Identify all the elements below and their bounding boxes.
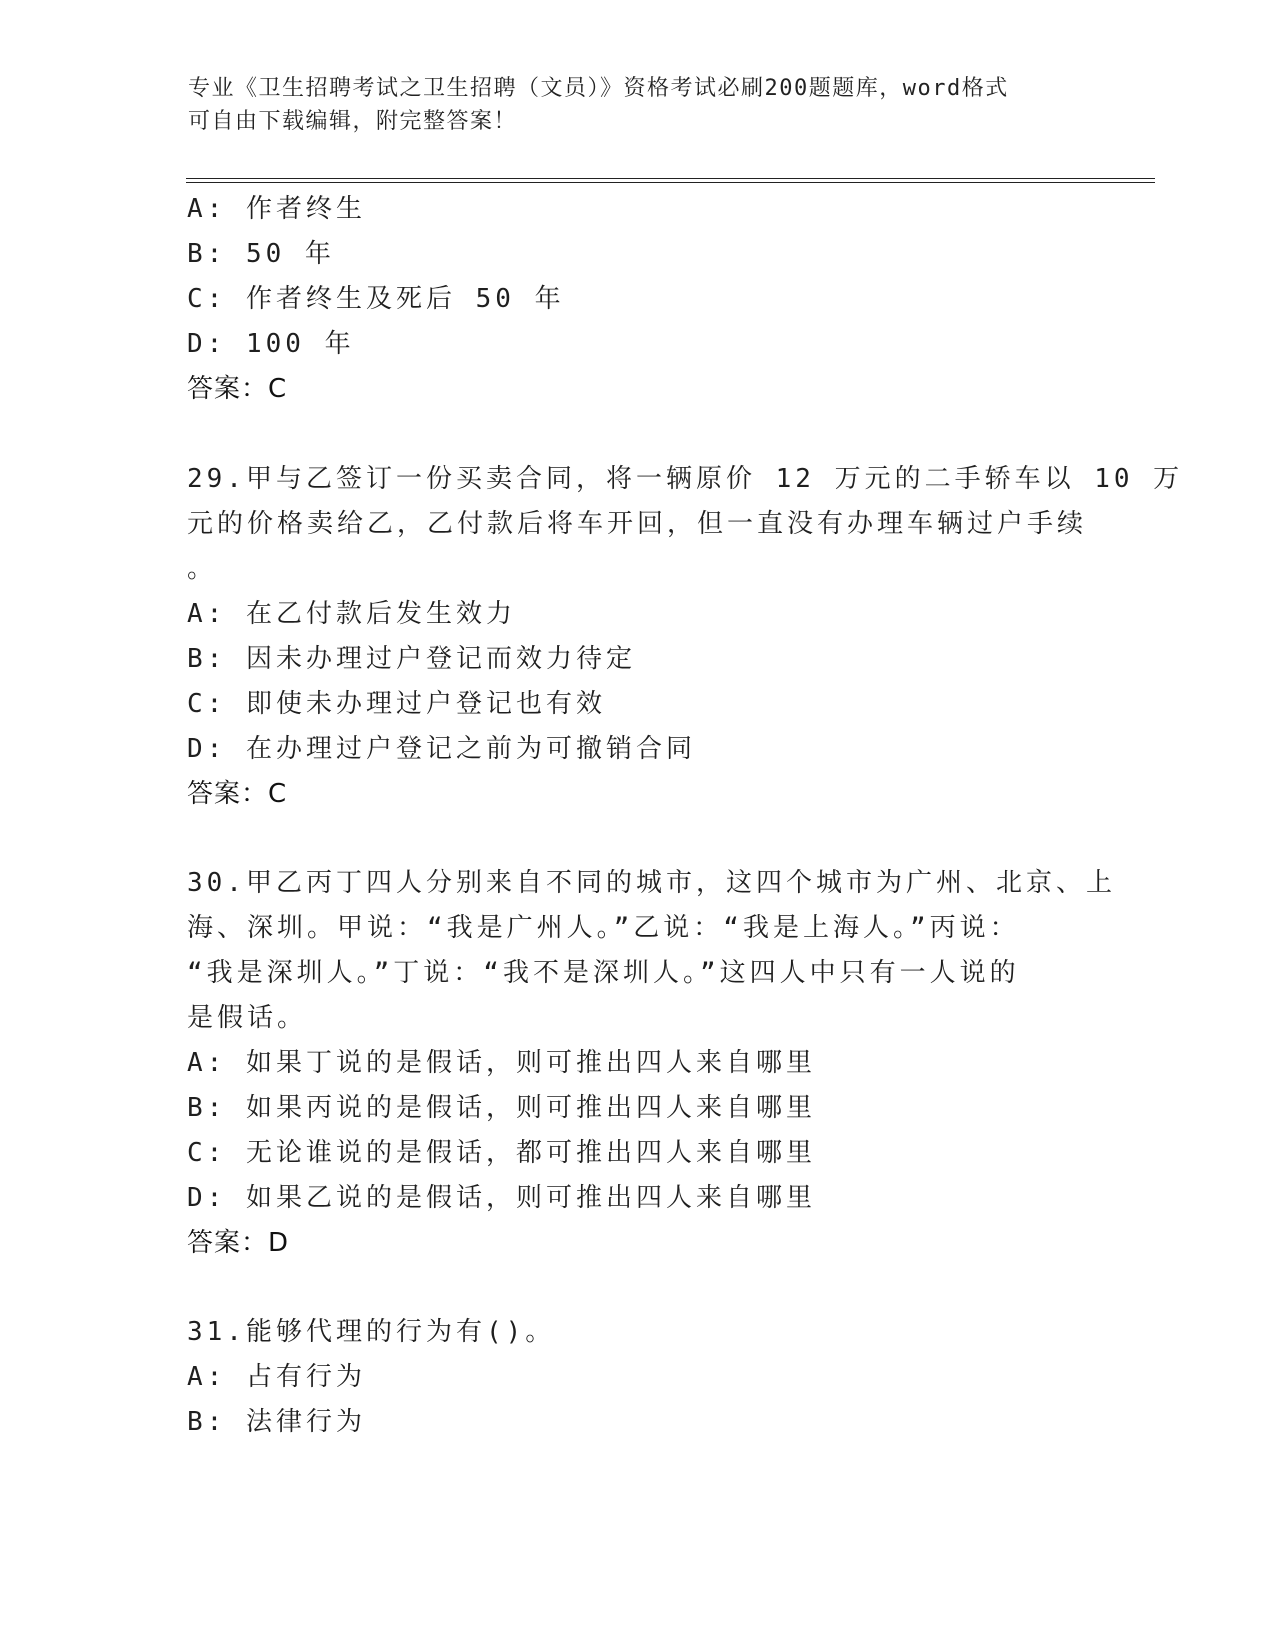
q30-stem-line-4: 是假话。 xyxy=(187,1003,308,1033)
header-rule-top xyxy=(186,178,1155,179)
document-header xyxy=(188,72,1088,138)
q31-stem-line-1: 31.能够代理的行为有()。 xyxy=(187,1317,556,1347)
q29-option-b: B: 因未办理过户登记而效力待定 xyxy=(187,644,636,674)
q30-option-c: C: 无论谁说的是假话，都可推出四人来自哪里 xyxy=(187,1138,816,1168)
q31-option-a: A: 占有行为 xyxy=(187,1362,366,1392)
q30-stem-line-2: 海、深圳。甲说：“我是广州人。”乙说：“我是上海人。”丙说： xyxy=(187,913,1020,943)
q30-answer: 答案：D xyxy=(187,1228,290,1258)
q29-stem-line-3: 。 xyxy=(187,554,218,584)
q28-option-b: B: 50 年 xyxy=(187,239,335,269)
q30-option-d: D: 如果乙说的是假话，则可推出四人来自哪里 xyxy=(187,1183,816,1213)
q28-option-a: A: 作者终生 xyxy=(187,194,366,224)
q28-option-d: D: 100 年 xyxy=(187,329,355,359)
q30-stem-line-1: 30.甲乙丙丁四人分别来自不同的城市，这四个城市为广州、北京、上 xyxy=(187,868,1116,898)
q29-option-d: D: 在办理过户登记之前为可撤销合同 xyxy=(187,734,696,764)
header-rule-bottom xyxy=(186,182,1155,183)
q30-option-a: A: 如果丁说的是假话，则可推出四人来自哪里 xyxy=(187,1048,816,1078)
header-line-2: 可自由下载编辑，附完整答案！ xyxy=(188,109,518,134)
q30-stem-line-3: “我是深圳人。”丁说：“我不是深圳人。”这四人中只有一人说的 xyxy=(187,958,1020,988)
q29-option-a: A: 在乙付款后发生效力 xyxy=(187,599,516,629)
q31-option-b: B: 法律行为 xyxy=(187,1407,366,1437)
q29-stem-line-2: 元的价格卖给乙，乙付款后将车开回，但一直没有办理车辆过户手续 xyxy=(187,509,1088,539)
header-line-1: 专业《卫生招聘考试之卫生招聘（文员）》资格考试必刷200题题库，word格式 xyxy=(188,76,1009,101)
q29-option-c: C: 即使未办理过户登记也有效 xyxy=(187,689,606,719)
q28-option-c: C: 作者终生及死后 50 年 xyxy=(187,284,565,314)
q29-stem-line-1: 29.甲与乙签订一份买卖合同，将一辆原价 12 万元的二手轿车以 10 万 xyxy=(187,464,1184,494)
q28-answer: 答案：C xyxy=(187,374,288,404)
q29-answer: 答案：C xyxy=(187,779,288,809)
q30-option-b: B: 如果丙说的是假话，则可推出四人来自哪里 xyxy=(187,1093,816,1123)
